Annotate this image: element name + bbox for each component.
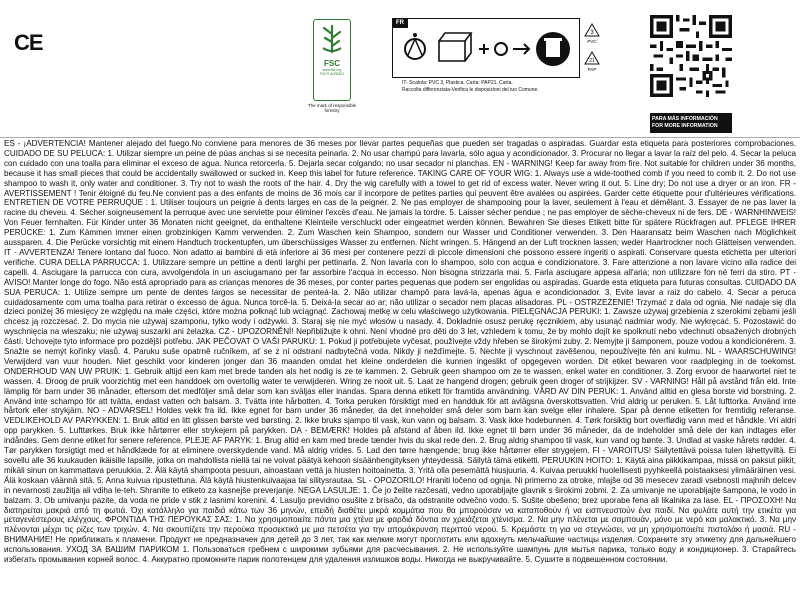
recycling-caption: [402, 80, 539, 94]
box-icon: [439, 33, 471, 61]
pvc-recycle-icon: [585, 24, 599, 44]
recycling-caption-line2: Raccolta differenziata-Verifica le disposizioni del tuo Comune.: [402, 87, 539, 93]
fr-tab: FR: [392, 18, 408, 28]
pap-recycle-icon: [585, 52, 599, 72]
recycling-caption-line1: IT- Scatola: PVC 3, Plastica. Carta: PAP21, Carta.: [402, 80, 513, 86]
fsc-logo: [313, 19, 351, 101]
qr-more-info-label: [650, 113, 732, 133]
multilingual-warnings-text: ES - ¡ADVERTENCIA! Mantener alejado del fuego.No conviene para menores de 36 meses por llevar partes pequeñas que pueden ser tragadas o aspiradas. Guardar esta etiqueta para posteriores comprobaciones. CUIDADO DE SU PELUCA: 1. Utilizar siempre un peine de púas anchas si se necesita peinarla. 2. No usar champú para lavarla, sólo agua y acondicionador. 3. Procurar no llegar a lavar la raíz del pelo. 4. Secar la peluca con cuidado con una toalla para eliminar el exceso de agua. Nunca retorcerla. 5. Dejarla secar colgando; no usar secador ni planchas. EN - WARNING! Keep far away from fire. Not suitable for children under 36 months, because it has small pieces that could be accidentally swallowed or sucked in. Keep this label for future reference. TAKING CARE OF YOUR WIG: 1. Always use a wide-toothed comb if you need to comb it. 2. Do not use shampoo to wash it, only water and conditioner. 3. Try not to wash the roots of the hair. 4. Dry the wig carefully with a towel to get rid of excess water. Never wring it out. 5. Line dry; Do not use a dryer or an iron. FR - AVERTISSEMENT ! Tenir éloigné du feu.Ne convient pas a des enfants de moins de 36 mois car il incorpore de petites parties qui peuvent être avalées ou aspirées. Garder cette étiquette pour d'ultérieures vérifications. ENTRETIEN DE VOTRE PERRUQUE : 1. Utiliser toujours un peigne à dents larges en cas de la peigner. 2. Ne pas employer de shampooing pour la laver, seulement à l'eau et démêlant. 3. Essayer de ne pas laver la racine du cheveu. 4. Sécher soigneusement la perruque avec une serviette pour éliminer l'excès d'eau. Ne jamais la tordre. 5. Laisser sécher pendue ; ne pas employer de sèche-cheveux ni de fers. DE - WARNHINWEIS! Von Feuer fernhalten. Für Kinder unter 36 Monaten nicht geeignet, da enthaltene Kleinteile verschluckt oder eingeatmet werden können. Bewahren Sie dieses Etikett bitte für spätere Rückfragen auf. PFLEGE IHRER PERÜCKE: 1. Zum Kämmen immer einen grobzinkigen Kamm verwenden. 2. Zum Waschen kein Shampoo, sondern nur Wasser und Conditioner verwenden. 3. Den Haaransatz beim Waschen nach Möglichkeit aussparen. 4. Die Perücke vorsichtig mit einem Handtuch trockentupfen, um überschüssiges Wasser zu entfernen. Nicht wringen. 5. Hängend an der Luft trocknen lassen; weder Haartrockner noch Glätteisen verwenden. IT - AVVERTENZA! Tenere lontano dal fuoco. Non adatto ai bambini di età inferiore ai 36 mesi per contenere pezzi di piccole dimensioni che possono essere ingeriti o aspirati. Conservare questa etichetta per ulteriori verifiche. CURA DELLA PARRUCCA: 1. Utilizzare sempre un pettine a denti larghi per pettinarla. 2. Non lavarla con lo shampoo, solo con acqua e condizionatore. 3. Fare attenzione a non lavare vicino alla radice dei capelli. 4. Asciugare la parrucca con cura, avvolgendola in un asciugamano per far assorbire l'acqua in eccesso. Non bisogna strizzarla mai. 5. Farla asciugare appesa all'aria; non utilizzare fon né ferri da stiro. PT - AVISO! Manter longe do fogo. Não está apropriado para as crianças menores de 36 meses, por conter partes pequenas que podem ser engolidas ou aspiradas. Guarde esta etiqueta para futuras consultas. CUIDADO DA SUA PERUCA: 1. Utilize sempre um pente de dentes largos se necessitar de penteá-la. 2. Não utilizar champô para lavá-la, apenas água e acondicionador. 3. Evite lavar a raiz do cabelo. 4. Secar a peruca cuidadosamente com uma toalha para retirar o excesso de água. Nunca torcê-la. 5. Deixá-la secar ao ar; não utilizar o secador nem placas alisadoras. PL - OSTRZEŻENIE! Trzymać z dala od ognia. Nie nadaje się dla dzieci poniżej 36 miesięcy ze względu na małe części, które można połknąć lub wciągnąć. Zachowaj metkę w celu właściwego użytkowania. PIELĘGNACJA PERUKI: 1. Zawsze używaj grzebienia z szerokimi zębami jeśli chcesz ją rozczesać. 2. Do mycia nie używaj szamponu, tylko wody i odżywki. 3. Staraj się nie myć włosów u nasady. 4. Dokładnie osusz perukę ręcznikiem, aby usunąć nadmiar wody. Nie wykręcać. 5. Pozostawić do wyschnięcia na wieszaku; nie używaj suszarki ani żelazka. CZ - UPOZORNĚNÍ! Nepřibližujte k ohni. Není vhodné pro děti do 3 let, vzhledem k tomu, že by mohlo dojít ke spolknutí nebo vdechnutí obsažených drobných částí. Uchovejte tyto informace pro pozdější potřebu. JAK PEČOVAT O VAŠI PARUKU: 1. Pokud ji potřebujete vyčesat, používejte vždy hřeben se širokými zuby. 2. Nemyjte ji šamponem, pouze vodou a kondicionérem. 3. Snažte se nemýt kořínky vlasů. 4. Paruku suše opatrně ručníkem, ať se z ní odstraní nadbytečná voda. Nikdy ji nežďímejte. 5. Nechte ji vyschnout zavěšenou, nepoužívejte fén ani kulmu. NL - WAARSCHUWING! Verwijderd van vuur houden. Niet geschikt voor kinderen jonger dan 36 maanden omdat het kleine onderdelen die kunnen ingeslikt of opgegeven worden. Dit etiket bewaren voor raadpleging in de toekomst. ONDERHOUD VAN UW PRUIK: 1. Gebruik altijd een kam met brede tanden als het nodig is ze te kammen. 2. Gebruik geen shampoo om ze te wassen, enkel water en conditioner. 3. Zorg ervoor de haarwortel niet te wassen. 4. Droog de pruik voorzichtig met een handdoek om overtollig water te verwijderen. Wring ze nooit uit. 5. Laat ze hangend drogen; gebruik geen droger of strijkijzer. SV - VARNING! Håll på avstånd från eld. Inte lämplig för barn under 36 månader, eftersom det medföljer små delar som kan sväljas eller inandas. Spara denna etikett för framtida användning. VÅRD AV DIN PERUK: 1. Använd alltid en glesa borste vid borstning. 2. Använd inte schampo för att tvätta, endast vatten och balsam. 3. Tvätta inte hårbotten. 4. Torka peruken försiktigt med en handduk för att avlägsna överskottsvatten. Vrid aldrig ur peruken. 5. Låt lufttorka. Använd inte hårtork eller strykjärn. NO - ADVARSEL! Holdes vekk fra ild. Ikke egnet for barn under 36 måneder, da det inneholder små deler som barn kan svelge eller inhalere. Spar på denne etiketten for fremtidig referanse. VEDLIKEHOLD AV PARYKKEN: 1. Bruk alltid en litt glissen børste ved børsting. 2. Ikke bruks sjampo til vask, kun vann og balsam. 3. Vask ikke hodebunnen. 4. Tørk forsiktig bort overflødig vann med et håndkle. Vri aldri opp parykken. 5. Lufttørkes. Bruk ikke hårtørrer eller strykejern på parykken. DA - BEMÆRK! Holdes på afstand af åben ild. Ikke egnet til børn under 36 måneder, da de indeholder små dele der kan indtages eller indåndes. Gem denne etiket for senere reference. PLEJE AF PARYK: 1. Brug altid en kam med brede tænder hvis du skal rede den. 2. Brug aldrig shampoo til vask, kun vand og bønte. 3. Undlad at vaske hårets rødder. 4. Tør parykken forsigtigt med et håndklæde for at eliminere overskydende vand. Må aldrig vrides. 5. Lad den tørre hængende; brug ikke hårtørrer eller strygejern. FI - VAROITUS! Säilytettävä poissa tulen lähettyviltä. Ei sovellu alle 36 kuukauden ikäisille lapsille, jotka on mahdollista niellä tai ne voivat päätyä kehoon sisäänhengityksen yhteydessä. Säilytä tämä etiketti. PERUUKIN HOITO: 1. Käytä aina piikkikampaa, missä on paksut piikit, mikäli sinun on kammattava peruukkia. 2. Älä käytä shampoota pesuun, ainoastaan vettä ja hiusten hoitoainetta. 3. Yritä olla pesemättä hiusjuuria. 4. Kuivaa peruukki huolellisesti pyyhkeellä poistaaksesi ylimääräinen vesi. Älä koskaan väännä sitä. 5. Anna kuivua ripustettuna. Älä käytä hiustenkuivaajaa tai silitysrautaa. SL - OPOZORILO! Hraniti ločeno od ognja. Ni primerno za otroke, mlajše od 36 mesecev zaradi vsebnosti majhnih delcev in nevarnosti zaužitja ali vdiha le-teh. Shranite to etiketo za kasnejše preverjanje. NEGA LASULJE: 1. Če jo želite razčesati, vedno uporabljajte glavnik s širokimi zobmi. 2. Za umivanje ne uporabljajte šampona, le vodo in balzam. 3. Ob umivanju pazite, da voda ne pride v stik z lasnimi korenini. 4. Lasuljo previdno osušite z brisačo, da odstranite odvečno vodo. 5. Sušite obešeno; brez uporabe fena ali likalnika za lase. EL - ΠΡΟΣΟΧΗ! Να διατηρείται μακριά από τη φωτιά. Όχι κατάλληλο για παιδιά κάτω των 36 μηνών, επειδή διαθέτει μικρά κομμάτια που θα μπορούσαν να καταποθούν ή να εισπνευστούν ένα παιδί. Να φυλάτε αυτή την ετικέτα για μεταγενέστερους ελέγχους. ΦΡΟΝΤΙΔΑ ΤΗΣ ΠΕΡΟΥΚΑΣ ΣΑΣ: 1. Να χρησιμοποιείτε πάντα μια χτένα με φαρδιά δόντια αν χρειάζεται χτένισμα. 2. Να μην πλένεται με σαμπουάν, μόνο με νερό και μαλακτικό. 3. Να μην πλένονται μέχρι τις ρίζες των τριχών. 4. Να σκουπίζετε την περούκα προσεκτικά με μια πετσέτα για την απομάκρυνση περιττού νερού. 5. Κρεμάστε τη για να στεγνώσει, να μη χρησιμοποιείτε πιστολάκι ή μασιά. RU - ВНИМАНИЕ! Не приближать к пламени. Продукт не предназначен для детей до 3 лет, так как мелкие могут проглотить или вдохнуть мельчайшие частицы изделия. Сохраните эту этикетку для дальнейшего использования. УХОД ЗА ВАШИМ ПАРИКОМ 1. Пользоваться гребнем с широкими зубьями для расчесывания. 2. Не используйте шампунь для мытья парика, только воду и кондиционер. 3. Старайтесь избегать промывания корней волос. 4. Аккуратно промокните парик полотенцем для удаления излишков воды. Никогда не выкручивайте. 5. Сушите в подвешенном состоянии.: [4, 139, 799, 565]
plus-icon: [479, 44, 489, 54]
divider: [0, 137, 800, 138]
qr-label-line2: FOR MORE INFORMATION: [652, 123, 718, 129]
svg-text:3: 3: [590, 30, 594, 36]
recycle-bin-icon: [536, 32, 570, 66]
fsc-code: FSC® A000521: [319, 72, 345, 76]
recycling-info-box: [392, 18, 580, 78]
arrow-icon: [513, 44, 529, 54]
recycle-codes: [584, 22, 600, 82]
recycling-pictograms: [393, 19, 579, 77]
circle-icon: [495, 43, 507, 55]
svg-text:21: 21: [589, 58, 595, 64]
qr-code-icon[interactable]: [650, 15, 732, 97]
svg-text:PAP: PAP: [587, 67, 597, 72]
fsc-website: www.fsc.org: [322, 68, 342, 72]
svg-text:PVC: PVC: [587, 39, 597, 44]
fsc-caption: The mark of responsible forestry: [307, 103, 357, 113]
ce-mark-icon: CE: [14, 30, 43, 55]
fsc-wordmark: FSC: [324, 59, 340, 68]
qr-label-line1: PARA MÁS INFORMACIÓN: [652, 116, 718, 122]
fsc-tree-icon: [319, 24, 345, 54]
triman-icon: [405, 33, 425, 59]
